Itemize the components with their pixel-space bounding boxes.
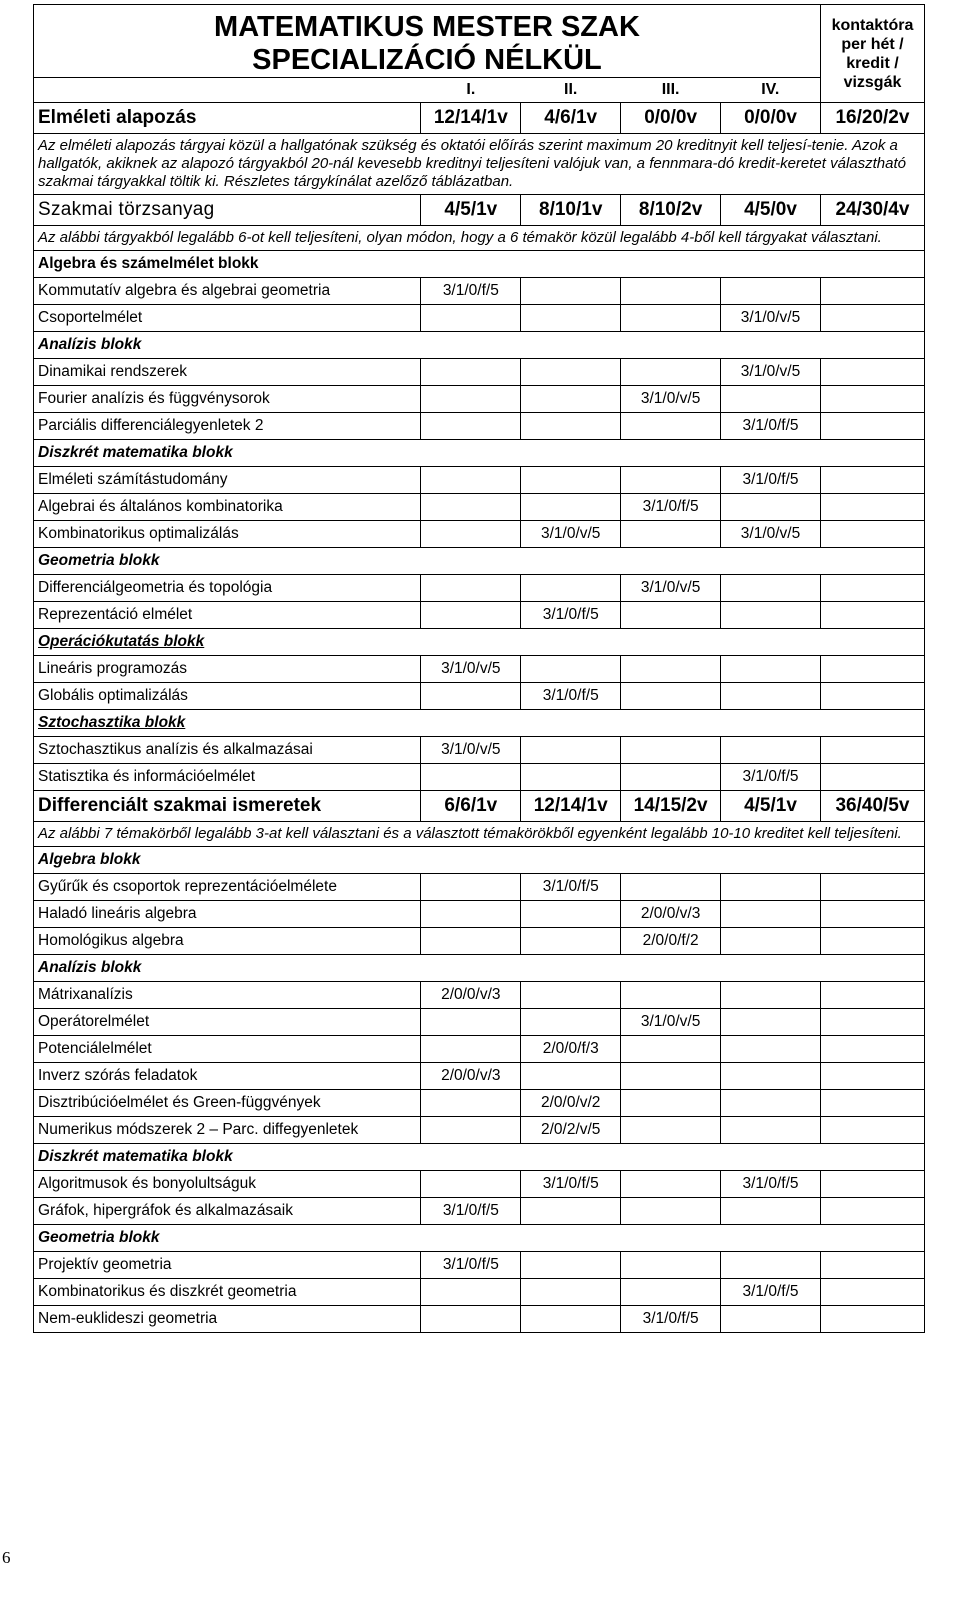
- course-semester-4-cell: [721, 602, 821, 629]
- course-semester-1-cell: 2/0/0/v/3: [421, 1063, 521, 1090]
- course-semester-1-cell: [421, 575, 521, 602]
- course-semester-1-cell: [421, 683, 521, 710]
- block-heading-label: Diszkrét matematika blokk: [38, 444, 233, 461]
- course-total-cell: [820, 764, 924, 791]
- course-total-cell: [820, 1198, 924, 1225]
- course-semester-1-cell: [421, 1117, 521, 1144]
- block-heading-label: Sztochasztika blokk: [38, 714, 186, 731]
- course-semester-4-cell: [721, 1063, 821, 1090]
- section-name: Szakmai törzsanyag: [34, 195, 421, 226]
- course-row: [34, 1279, 925, 1306]
- course-row: [34, 683, 925, 710]
- course-semester-3-cell: [621, 1279, 721, 1306]
- section-value-sem4: 0/0/0v: [721, 103, 821, 134]
- course-name: Gráfok, hipergráfok és alkalmazásaik: [34, 1198, 421, 1225]
- course-total-cell: [820, 278, 924, 305]
- course-row: [34, 413, 925, 440]
- course-semester-2-cell: [521, 1063, 621, 1090]
- block-heading-row: [34, 1144, 925, 1171]
- course-semester-2-cell: 3/1/0/v/5: [521, 521, 621, 548]
- course-semester-2-cell: 3/1/0/f/5: [521, 683, 621, 710]
- course-semester-1-cell: [421, 602, 521, 629]
- course-semester-3-cell: [621, 1171, 721, 1198]
- course-row: [34, 901, 925, 928]
- course-row: [34, 1306, 925, 1333]
- block-heading-row: [34, 710, 925, 737]
- block-heading: [34, 1144, 925, 1171]
- course-semester-3-cell: [621, 1198, 721, 1225]
- course-semester-1-cell: 3/1/0/v/5: [421, 737, 521, 764]
- page-title-line-1: MATEMATIKUS MESTER SZAK: [214, 11, 640, 43]
- course-semester-4-cell: [721, 1252, 821, 1279]
- curriculum-table: [33, 4, 925, 1333]
- course-row: [34, 1252, 925, 1279]
- course-semester-1-cell: [421, 413, 521, 440]
- course-row: [34, 386, 925, 413]
- course-total-cell: [820, 1117, 924, 1144]
- course-semester-3-cell: [621, 1090, 721, 1117]
- course-row: [34, 602, 925, 629]
- course-name: Inverz szórás feladatok: [34, 1063, 421, 1090]
- kontakt-line-3: kredit /: [846, 54, 899, 72]
- course-semester-4-cell: 3/1/0/f/5: [721, 1171, 821, 1198]
- course-semester-1-cell: [421, 1306, 521, 1333]
- course-name: Reprezentáció elmélet: [34, 602, 421, 629]
- page-number: 6: [2, 1548, 11, 1567]
- course-semester-1-cell: [421, 1171, 521, 1198]
- course-name: Dinamikai rendszerek: [34, 359, 421, 386]
- course-semester-4-cell: [721, 928, 821, 955]
- course-semester-3-cell: [621, 521, 721, 548]
- course-semester-2-cell: [521, 656, 621, 683]
- course-semester-2-cell: [521, 494, 621, 521]
- course-row: [34, 1063, 925, 1090]
- course-name: Operátorelmélet: [34, 1009, 421, 1036]
- section-note-row: [34, 134, 925, 195]
- course-row: [34, 521, 925, 548]
- title-row: [34, 5, 925, 78]
- course-row: [34, 305, 925, 332]
- section-value-total: 16/20/2v: [820, 103, 924, 134]
- course-semester-2-cell: [521, 901, 621, 928]
- course-semester-3-cell: [621, 764, 721, 791]
- course-semester-4-cell: [721, 1198, 821, 1225]
- course-semester-1-cell: 3/1/0/f/5: [421, 1252, 521, 1279]
- course-semester-1-cell: [421, 1279, 521, 1306]
- course-semester-4-cell: [721, 1117, 821, 1144]
- course-semester-4-cell: 3/1/0/f/5: [721, 1279, 821, 1306]
- course-name: Kombinatorikus és diszkrét geometria: [34, 1279, 421, 1306]
- section-value-sem2: 8/10/1v: [521, 195, 621, 226]
- course-semester-1-cell: 3/1/0/v/5: [421, 656, 521, 683]
- course-semester-1-cell: 3/1/0/f/5: [421, 1198, 521, 1225]
- course-row: [34, 764, 925, 791]
- course-semester-4-cell: 3/1/0/f/5: [721, 764, 821, 791]
- section-value-sem1: 6/6/1v: [421, 791, 521, 822]
- course-row: [34, 1198, 925, 1225]
- section-note-row: [34, 226, 925, 251]
- course-semester-2-cell: [521, 1198, 621, 1225]
- course-semester-4-cell: [721, 494, 821, 521]
- course-total-cell: [820, 1279, 924, 1306]
- block-heading: [34, 710, 925, 737]
- course-semester-3-cell: 2/0/0/f/2: [621, 928, 721, 955]
- course-semester-1-cell: [421, 521, 521, 548]
- section-name: Differenciált szakmai ismeretek: [34, 791, 421, 822]
- course-semester-1-cell: [421, 359, 521, 386]
- course-name: Numerikus módszerek 2 – Parc. diffegyenletek: [34, 1117, 421, 1144]
- course-semester-3-cell: [621, 1036, 721, 1063]
- course-semester-3-cell: [621, 467, 721, 494]
- section-value-total: 36/40/5v: [820, 791, 924, 822]
- course-name: Homológikus algebra: [34, 928, 421, 955]
- course-total-cell: [820, 1009, 924, 1036]
- course-semester-4-cell: 3/1/0/f/5: [721, 467, 821, 494]
- course-name: Algebrai és általános kombinatorika: [34, 494, 421, 521]
- course-semester-3-cell: [621, 278, 721, 305]
- course-total-cell: [820, 737, 924, 764]
- course-semester-4-cell: [721, 278, 821, 305]
- course-total-cell: [820, 982, 924, 1009]
- block-heading-label: Analízis blokk: [38, 336, 142, 353]
- course-semester-4-cell: [721, 874, 821, 901]
- course-total-cell: [820, 413, 924, 440]
- course-semester-4-cell: [721, 1036, 821, 1063]
- course-semester-3-cell: [621, 1117, 721, 1144]
- section-note: Az elméleti alapozás tárgyai közül a hallgatónak szükség és oktatói előírás szerint maximum 20 kreditnyit kell teljesí-tenie. Azok a hallgatók, akiknek az alapozó tárgyakból 20-nál kevesebb kreditnyi teljesíteni valójuk van, a fennmara-dó kredit-keretet választható szakmai tárgyakkal töltik ki. Részletes tárgykínálat azelőző táblázatban.: [34, 134, 925, 195]
- course-total-cell: [820, 575, 924, 602]
- course-semester-1-cell: [421, 874, 521, 901]
- course-semester-2-cell: [521, 467, 621, 494]
- block-heading: [34, 251, 925, 278]
- course-total-cell: [820, 901, 924, 928]
- course-name: Kombinatorikus optimalizálás: [34, 521, 421, 548]
- course-semester-1-cell: [421, 901, 521, 928]
- block-heading: [34, 847, 925, 874]
- block-heading-row: [34, 847, 925, 874]
- course-row: [34, 1117, 925, 1144]
- section-value-sem3: 0/0/0v: [621, 103, 721, 134]
- course-semester-4-cell: 3/1/0/v/5: [721, 521, 821, 548]
- section-value-sem4: 4/5/1v: [721, 791, 821, 822]
- course-semester-4-cell: [721, 901, 821, 928]
- course-semester-4-cell: 3/1/0/v/5: [721, 359, 821, 386]
- course-semester-3-cell: [621, 737, 721, 764]
- block-heading-row: [34, 440, 925, 467]
- block-heading-label: Algebra és számelmélet blokk: [38, 255, 259, 272]
- course-name: Globális optimalizálás: [34, 683, 421, 710]
- block-heading: [34, 548, 925, 575]
- section-value-sem2: 4/6/1v: [521, 103, 621, 134]
- course-row: [34, 359, 925, 386]
- block-heading-row: [34, 332, 925, 359]
- course-semester-3-cell: 3/1/0/f/5: [621, 1306, 721, 1333]
- course-semester-3-cell: [621, 305, 721, 332]
- course-row: [34, 1009, 925, 1036]
- course-total-cell: [820, 1090, 924, 1117]
- course-semester-3-cell: 3/1/0/v/5: [621, 386, 721, 413]
- block-heading: [34, 955, 925, 982]
- course-row: [34, 874, 925, 901]
- course-semester-4-cell: [721, 737, 821, 764]
- course-total-cell: [820, 1306, 924, 1333]
- section-note-row: [34, 822, 925, 847]
- course-semester-3-cell: [621, 602, 721, 629]
- section-row-torzsanyag: [34, 195, 925, 226]
- course-row: [34, 1090, 925, 1117]
- course-semester-3-cell: [621, 982, 721, 1009]
- course-name: Fourier analízis és függvénysorok: [34, 386, 421, 413]
- course-semester-1-cell: [421, 467, 521, 494]
- block-heading-row: [34, 629, 925, 656]
- course-total-cell: [820, 359, 924, 386]
- curriculum-table-body: [34, 5, 925, 1333]
- section-value-total: 24/30/4v: [820, 195, 924, 226]
- course-semester-1-cell: [421, 1009, 521, 1036]
- course-name: Haladó lineáris algebra: [34, 901, 421, 928]
- semester-2-header: II.: [521, 78, 621, 103]
- course-semester-4-cell: [721, 683, 821, 710]
- course-total-cell: [820, 494, 924, 521]
- course-semester-4-cell: 3/1/0/v/5: [721, 305, 821, 332]
- semester-header-row: [34, 78, 925, 103]
- section-row-differencialt: [34, 791, 925, 822]
- course-row: [34, 494, 925, 521]
- course-semester-2-cell: 2/0/0/v/2: [521, 1090, 621, 1117]
- course-semester-2-cell: [521, 359, 621, 386]
- course-semester-1-cell: [421, 1090, 521, 1117]
- course-semester-3-cell: [621, 874, 721, 901]
- course-semester-4-cell: [721, 386, 821, 413]
- kontakt-header: [820, 5, 924, 103]
- course-semester-1-cell: [421, 494, 521, 521]
- course-name: Statisztika és információelmélet: [34, 764, 421, 791]
- block-heading: [34, 629, 925, 656]
- section-note: Az alábbi tárgyakból legalább 6-ot kell teljesíteni, olyan módon, hogy a 6 témakör közül legalább 4-ből kell tárgyakat választani.: [34, 226, 925, 251]
- block-heading: [34, 1225, 925, 1252]
- semester-4-header: IV.: [721, 78, 821, 103]
- course-semester-2-cell: [521, 278, 621, 305]
- course-semester-3-cell: [621, 1063, 721, 1090]
- kontakt-line-1: kontaktóra: [831, 16, 914, 34]
- semester-1-header: I.: [421, 78, 521, 103]
- block-heading-label: Geometria blokk: [38, 1229, 160, 1246]
- course-row: [34, 1036, 925, 1063]
- course-total-cell: [820, 305, 924, 332]
- course-name: Lineáris programozás: [34, 656, 421, 683]
- course-row: [34, 278, 925, 305]
- course-name: Disztribúcióelmélet és Green-függvények: [34, 1090, 421, 1117]
- block-heading-row: [34, 1225, 925, 1252]
- course-name: Projektív geometria: [34, 1252, 421, 1279]
- kontakt-line-2: per hét /: [841, 35, 904, 53]
- course-name: Sztochasztikus analízis és alkalmazásai: [34, 737, 421, 764]
- block-heading-row: [34, 251, 925, 278]
- course-semester-2-cell: [521, 575, 621, 602]
- course-semester-2-cell: [521, 1279, 621, 1306]
- course-semester-3-cell: 3/1/0/v/5: [621, 575, 721, 602]
- course-name: Parciális differenciálegyenletek 2: [34, 413, 421, 440]
- course-semester-4-cell: [721, 656, 821, 683]
- block-heading-row: [34, 548, 925, 575]
- course-name: Mátrixanalízis: [34, 982, 421, 1009]
- course-total-cell: [820, 1252, 924, 1279]
- course-semester-4-cell: [721, 982, 821, 1009]
- section-value-sem1: 4/5/1v: [421, 195, 521, 226]
- course-total-cell: [820, 386, 924, 413]
- course-row: [34, 575, 925, 602]
- course-semester-2-cell: [521, 982, 621, 1009]
- block-heading-label: Diszkrét matematika blokk: [38, 1148, 233, 1165]
- section-value-sem3: 14/15/2v: [621, 791, 721, 822]
- course-semester-2-cell: [521, 1009, 621, 1036]
- course-semester-3-cell: [621, 359, 721, 386]
- course-semester-3-cell: 3/1/0/v/5: [621, 1009, 721, 1036]
- course-semester-2-cell: 3/1/0/f/5: [521, 874, 621, 901]
- section-note: Az alábbi 7 témakörből legalább 3-at kell választani és a választott témakörökből egyenként legalább 10-10 kreditet kell teljesíteni.: [34, 822, 925, 847]
- course-name: Elméleti számítástudomány: [34, 467, 421, 494]
- course-row: [34, 467, 925, 494]
- course-semester-2-cell: [521, 1306, 621, 1333]
- course-semester-1-cell: [421, 764, 521, 791]
- page-title: [34, 5, 821, 78]
- block-heading-row: [34, 955, 925, 982]
- course-semester-1-cell: 3/1/0/f/5: [421, 278, 521, 305]
- course-semester-3-cell: [621, 413, 721, 440]
- course-name: Csoportelmélet: [34, 305, 421, 332]
- course-semester-1-cell: [421, 928, 521, 955]
- course-semester-2-cell: [521, 764, 621, 791]
- course-name: Algoritmusok és bonyolultságuk: [34, 1171, 421, 1198]
- course-semester-3-cell: [621, 656, 721, 683]
- block-heading: [34, 332, 925, 359]
- course-semester-2-cell: 2/0/2/v/5: [521, 1117, 621, 1144]
- course-semester-4-cell: 3/1/0/f/5: [721, 413, 821, 440]
- course-row: [34, 982, 925, 1009]
- course-total-cell: [820, 656, 924, 683]
- block-heading-label: Analízis blokk: [38, 959, 142, 976]
- course-semester-2-cell: [521, 1252, 621, 1279]
- course-semester-4-cell: [721, 1009, 821, 1036]
- course-name: Potenciálelmélet: [34, 1036, 421, 1063]
- course-row: [34, 656, 925, 683]
- course-semester-4-cell: [721, 1306, 821, 1333]
- curriculum-sheet: [33, 4, 925, 1333]
- course-semester-1-cell: [421, 1036, 521, 1063]
- course-total-cell: [820, 602, 924, 629]
- block-heading-label: Operációkutatás blokk: [38, 633, 205, 650]
- section-value-sem3: 8/10/2v: [621, 195, 721, 226]
- course-name: Nem-euklideszi geometria: [34, 1306, 421, 1333]
- course-semester-4-cell: [721, 575, 821, 602]
- course-semester-2-cell: [521, 305, 621, 332]
- course-total-cell: [820, 683, 924, 710]
- section-value-sem2: 12/14/1v: [521, 791, 621, 822]
- course-semester-1-cell: [421, 386, 521, 413]
- section-value-sem4: 4/5/0v: [721, 195, 821, 226]
- course-total-cell: [820, 1036, 924, 1063]
- course-semester-2-cell: 3/1/0/f/5: [521, 1171, 621, 1198]
- course-semester-2-cell: 3/1/0/f/5: [521, 602, 621, 629]
- course-total-cell: [820, 1171, 924, 1198]
- semester-3-header: III.: [621, 78, 721, 103]
- course-total-cell: [820, 874, 924, 901]
- course-total-cell: [820, 928, 924, 955]
- section-row-elmeleti: [34, 103, 925, 134]
- course-semester-2-cell: [521, 386, 621, 413]
- block-heading-label: Geometria blokk: [38, 552, 160, 569]
- course-semester-3-cell: [621, 1252, 721, 1279]
- course-semester-3-cell: 3/1/0/f/5: [621, 494, 721, 521]
- course-row: [34, 737, 925, 764]
- section-name: Elméleti alapozás: [34, 103, 421, 134]
- block-heading-label: Algebra blokk: [38, 851, 141, 868]
- course-semester-2-cell: [521, 928, 621, 955]
- course-row: [34, 1171, 925, 1198]
- course-semester-2-cell: 2/0/0/f/3: [521, 1036, 621, 1063]
- course-total-cell: [820, 467, 924, 494]
- section-value-sem1: 12/14/1v: [421, 103, 521, 134]
- page-title-line-2: SPECIALIZÁCIÓ NÉLKÜL: [252, 44, 602, 76]
- course-semester-4-cell: [721, 1090, 821, 1117]
- course-name: Kommutatív algebra és algebrai geometria: [34, 278, 421, 305]
- block-heading: [34, 440, 925, 467]
- course-name: Gyűrűk és csoportok reprezentációelmélete: [34, 874, 421, 901]
- course-semester-3-cell: [621, 683, 721, 710]
- course-total-cell: [820, 1063, 924, 1090]
- course-semester-3-cell: 2/0/0/v/3: [621, 901, 721, 928]
- course-row: [34, 928, 925, 955]
- semester-header-spacer: [34, 78, 421, 103]
- course-name: Differenciálgeometria és topológia: [34, 575, 421, 602]
- course-semester-1-cell: 2/0/0/v/3: [421, 982, 521, 1009]
- course-semester-2-cell: [521, 737, 621, 764]
- course-semester-1-cell: [421, 305, 521, 332]
- course-semester-2-cell: [521, 413, 621, 440]
- kontakt-line-4: vizsgák: [843, 73, 902, 91]
- course-total-cell: [820, 521, 924, 548]
